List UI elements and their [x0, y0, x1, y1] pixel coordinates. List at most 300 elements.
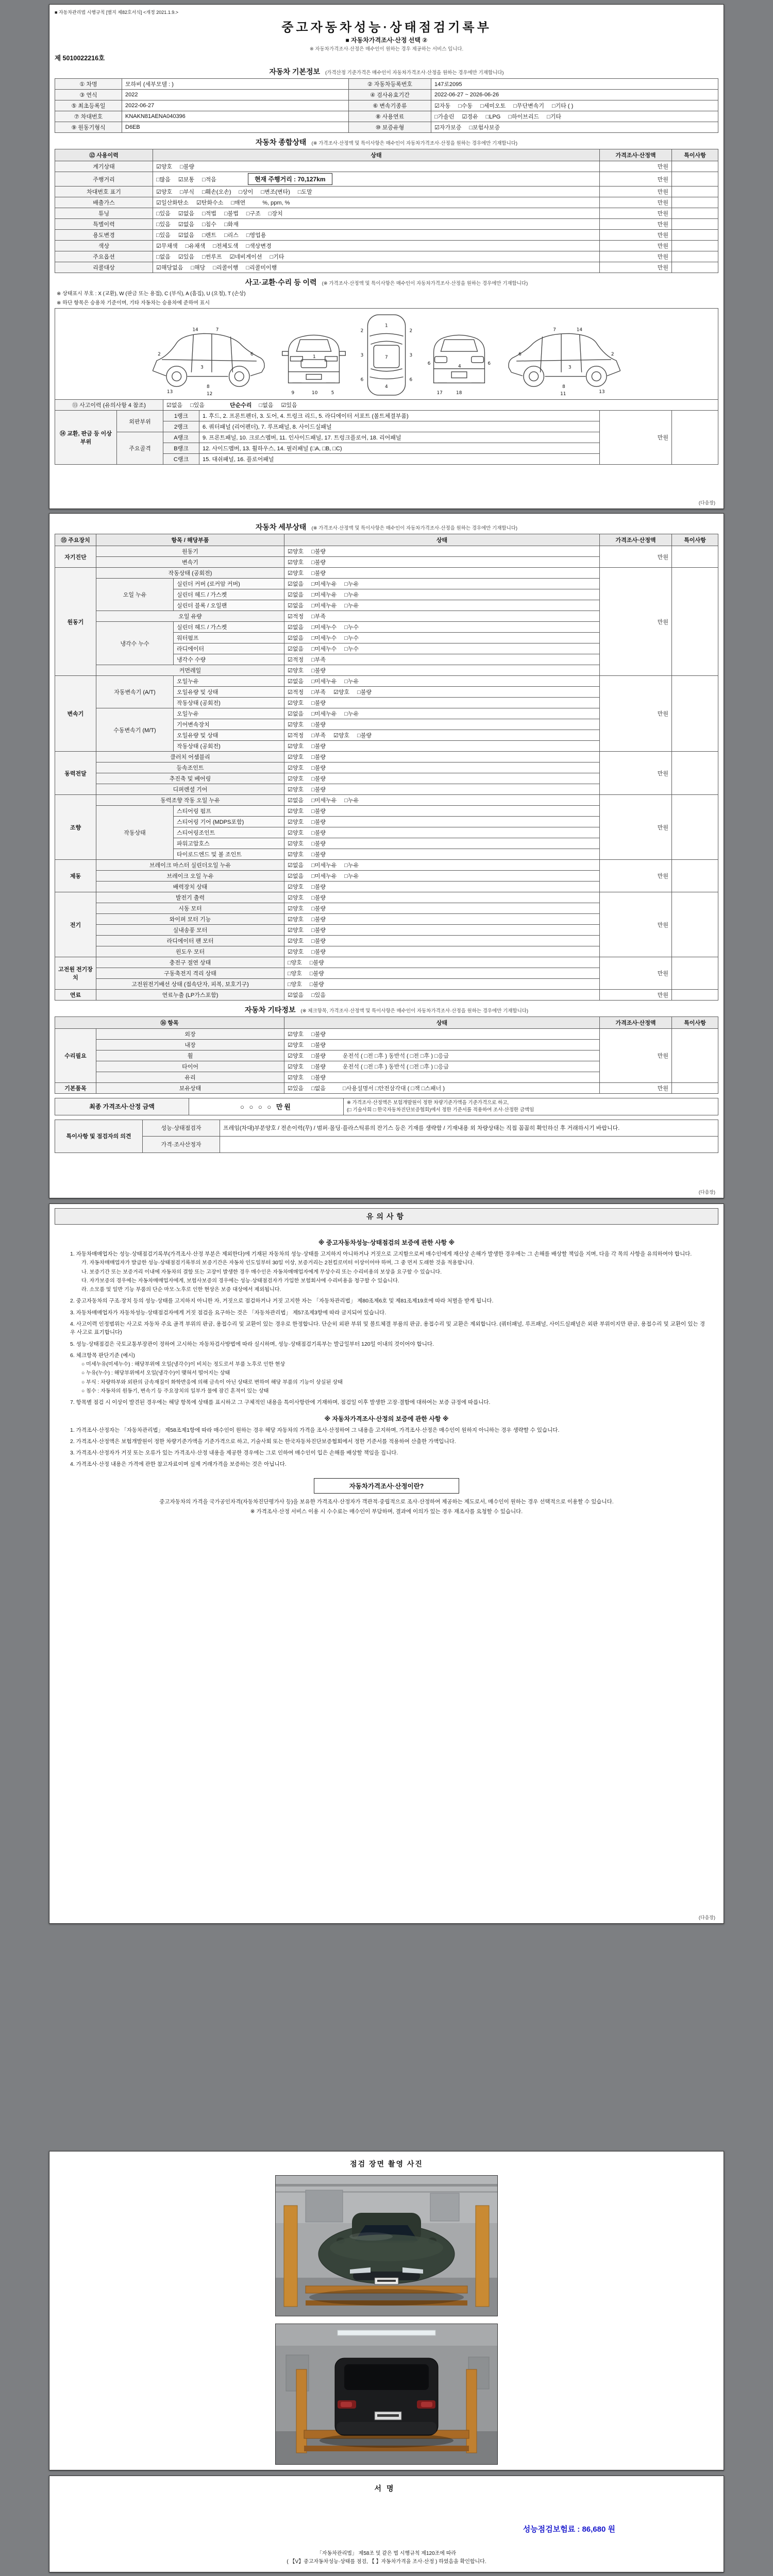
notice-text: ○ 미세누유(미세누수) : 해당부위에 오일(냉각수)이 비치는 정도로서 부품 노후로 인한 현상 — [81, 1362, 285, 1368]
state-symbol-legend: ※ 상태표시 부호 : X (교환), W (판금 또는 용접), C (부식), A (흠집), U (요철), T (손상) — [57, 291, 246, 297]
item-label: 외장 — [96, 1029, 284, 1040]
checkbox-option: ☑양호 — [288, 668, 304, 674]
next-page-label: (다음장) — [698, 1915, 715, 1920]
svg-text:5: 5 — [331, 391, 334, 396]
basic-section-note: (가격산정 기준가격은 매수인이 자동차가격조사·산정을 원하는 경우에만 기재합니다) — [325, 70, 504, 76]
item-label: 배력장치 상태 — [96, 882, 284, 892]
basic-info-row — [55, 111, 718, 122]
state-cell — [284, 611, 600, 622]
svg-text:2: 2 — [360, 328, 364, 334]
checkbox-option: □누수 — [344, 635, 359, 641]
checkbox-option: ☑없음 — [288, 679, 304, 685]
svg-text:6: 6 — [409, 377, 413, 383]
item-label: 브레이크 마스터 실린더오일 누유 — [96, 860, 284, 871]
device-group: 전기 — [55, 892, 96, 957]
checkbox-option: ☑보통 — [178, 177, 195, 183]
notice-text: 2. 중고자동차의 구조·장치 등의 성능·상태를 고지하지 아니한 자, 거짓으로 점검하거나 거짓 고지한 자는 「자동차관리법」 제80조제6호 및 제81조제19호에 따라 처벌을 받게 됩니다. — [70, 1298, 494, 1304]
checkbox-option: ☑양호 — [288, 938, 304, 944]
price-cell: 만원 — [600, 892, 672, 957]
checkbox-option: ☑양호 — [288, 884, 304, 890]
misc-section-title: 자동차 기타정보 — [244, 1006, 296, 1014]
basic-section-header — [55, 66, 718, 77]
state-cell — [284, 795, 600, 806]
checkbox-option: □부족 — [311, 733, 326, 739]
svg-text:6: 6 — [518, 351, 522, 357]
checkbox-option: □미세누유 — [311, 581, 337, 587]
checkbox-option: ☑양호 — [288, 722, 304, 728]
checkbox-option: □누유 — [344, 581, 359, 587]
svg-text:7: 7 — [553, 327, 556, 333]
summary-row — [55, 251, 718, 262]
checkbox-option: □불법 — [224, 211, 239, 217]
notice-text: 5. 성능·상태점검은 국토교통부장관이 정하여 고시하는 자동차검사방법에 따라 실시하며, 성능·상태점검기록부는 발급일부터 120일 이내의 것이어야 합니다. — [70, 1341, 434, 1347]
state-cell — [284, 773, 600, 784]
rank-parts: 9. 프론트패널, 10. 크로스멤버, 11. 인사이드패널, 17. 트렁크플로어, 18. 리어패널 — [199, 432, 600, 443]
checkbox-option: ☑없음 — [178, 222, 195, 228]
basic-info-table — [55, 78, 718, 133]
field-value — [431, 100, 718, 111]
state-cell — [284, 546, 600, 557]
item-label: 냉각수 누수 — [96, 622, 174, 665]
car-diagram-row — [55, 312, 718, 398]
signature-title: 서명 — [374, 2484, 399, 2493]
checkbox-option: ☑있음 — [178, 254, 195, 260]
note-cell — [672, 241, 718, 251]
field-label: ③ 연식 — [55, 90, 122, 100]
checkbox-option: ☑없음 — [288, 624, 304, 631]
checkbox-option: ☑양호 — [156, 189, 173, 195]
item-label: 오일 유량 — [96, 611, 284, 622]
state-cell — [284, 633, 600, 643]
svg-text:2: 2 — [611, 351, 614, 357]
price-cell: 만원 — [600, 795, 672, 860]
field-label: ⑤ 최초등록일 — [55, 100, 122, 111]
photos-title: 점검 장면 촬영 사진 — [350, 2160, 423, 2168]
summary-row — [55, 208, 718, 219]
checkbox-option: □불량 — [311, 841, 326, 847]
opinion-text-appraiser — [220, 1136, 718, 1153]
checkbox-option: □누유 — [344, 679, 359, 685]
checkbox-option: ☑적정 — [288, 657, 304, 663]
checkbox-option: ☑양호 — [288, 776, 304, 782]
opinion-text-inspector: 프레임(차대)부분양호 / 전손이력(무) / 범퍼·몰딩·플라스틱류의 잔기스 등은 기재를 생략함 / 기재내용 외 차량상태는 직접 꼼꼼히 확인하신 후 거래하시기 바랍니다. — [220, 1120, 718, 1136]
rank-parts: 6. 쿼터패널 (리어펜더), 7. 루프패널, 8. 사이드실패널 — [199, 421, 600, 432]
item-label: 리콜대상 — [55, 262, 153, 273]
checkbox-option: ☑경유 — [462, 114, 478, 120]
price-cell: 만원 — [600, 197, 672, 208]
item-label: 용도변경 — [55, 230, 153, 241]
state-cell — [284, 849, 600, 860]
checkbox-option: □색상변경 — [246, 243, 272, 249]
price-header: 가격조사·산정액 — [600, 534, 672, 546]
svg-text:6: 6 — [427, 361, 431, 366]
svg-text:2: 2 — [158, 351, 161, 357]
state-cell — [284, 600, 600, 611]
checkbox-option: ☑적정 — [288, 733, 304, 739]
checkbox-option: □불량 — [311, 1042, 326, 1048]
price-cell: 만원 — [600, 172, 672, 187]
final-price-note-line2: (□ 기술사회 □ 한국자동차진단보증협회)에서 정한 기준서를 적용하여 조사·산정한 금액임 — [347, 1107, 534, 1113]
checkbox-option: □렌트 — [202, 232, 216, 239]
field-value: 모하비 (세부모델 : ) — [122, 79, 349, 90]
state-cell — [153, 172, 600, 187]
checkbox-option: □많음 — [156, 177, 171, 183]
car-diagram-panel — [55, 308, 718, 399]
checkbox-option: □미세누유 — [311, 592, 337, 598]
rank-label: B랭크 — [163, 443, 199, 454]
checkbox-option: □불량 — [311, 884, 326, 890]
checkbox-option: □훼손(오손) — [202, 189, 231, 195]
accident-history-table — [55, 399, 718, 465]
field-value: D6EB — [122, 122, 349, 133]
sheet-signature — [49, 2476, 724, 2572]
checkbox-option: □양호 — [288, 960, 302, 966]
checkbox-option: □불량 — [311, 949, 326, 955]
subitem-label: 실린더 블록 / 오일팬 — [174, 600, 284, 611]
checkbox-option: □누유 — [344, 862, 359, 869]
checkbox-option: □부식 — [180, 189, 195, 195]
summary-row — [55, 262, 718, 273]
field-value — [431, 111, 718, 122]
summary-row — [55, 187, 718, 197]
opinion-who-appraiser: 가격·조사산정자 — [143, 1136, 220, 1153]
device-group: 제동 — [55, 860, 96, 892]
price-cell: 만원 — [600, 546, 672, 568]
checkbox-option: □미세누유 — [311, 711, 337, 717]
basic-info-row — [55, 122, 718, 133]
subitem-label: 오일유량 및 상태 — [174, 730, 284, 741]
svg-text:6: 6 — [488, 361, 491, 366]
svg-text:10: 10 — [312, 391, 318, 396]
price-cell: 만원 — [600, 676, 672, 752]
device-row — [55, 860, 718, 871]
subitem-label: 냉각수 수량 — [174, 654, 284, 665]
state-cell — [284, 1083, 600, 1094]
checkbox-option: □리스 — [224, 232, 239, 239]
subitem-label: 실린더 커버 (로커암 커버) — [174, 579, 284, 589]
checkbox-option: □불량 — [311, 808, 326, 815]
checkbox-option: □미세누유 — [311, 603, 337, 609]
item-label: 주요옵션 — [55, 251, 153, 262]
price-cell: 만원 — [600, 251, 672, 262]
accident-history-state — [163, 400, 718, 411]
item-label: 발전기 출력 — [96, 892, 284, 903]
inspection-photo-front — [275, 2175, 498, 2316]
item-label: 작동상태 — [96, 806, 174, 860]
rank-label: C랭크 — [163, 454, 199, 465]
item-label: 계기상태 — [55, 161, 153, 172]
checkbox-option: □누유 — [344, 603, 359, 609]
price-cell: 만원 — [600, 161, 672, 172]
note-cell — [672, 251, 718, 262]
checkbox-option: ☑없음 — [288, 873, 304, 879]
price-cell: 만원 — [600, 752, 672, 795]
checkbox-option: ☑없음 — [288, 711, 304, 717]
accident-section-header — [55, 277, 718, 287]
subitem-label: 오일유량 및 상태 — [174, 687, 284, 698]
checkbox-option: □리콜미이행 — [246, 265, 277, 271]
notice-text: 3. 자동차매매업자가 자동차성능·상태점검자에게 거짓 점검을 요구하는 것은 「자동차관리법」 제57조제3항에 따라 금지되어 있습니다. — [70, 1309, 386, 1316]
checkbox-option: □있음 — [190, 402, 205, 409]
checkbox-option: □누유 — [344, 711, 359, 717]
checkbox-option: □불량 — [311, 852, 326, 858]
checkbox-option: ☑양호 — [288, 819, 304, 825]
subitem-label: 오일누유 — [174, 676, 284, 687]
checkbox-option: □있음 — [156, 232, 171, 239]
next-page-label: (다음장) — [698, 500, 715, 505]
checkbox-option: □수동 — [458, 103, 473, 109]
svg-text:9: 9 — [291, 391, 295, 396]
item-label: 구동축전지 격리 상태 — [96, 968, 284, 979]
svg-text:11: 11 — [560, 392, 566, 397]
price-option-label: ■ 자동차가격조사·산정 선택 ② — [345, 37, 428, 44]
checkbox-option: □기타 ( ) — [551, 103, 574, 109]
sheet-notice — [49, 1204, 724, 1924]
checkbox-option: □유채색 — [185, 243, 206, 249]
svg-text:17: 17 — [436, 391, 443, 396]
state-cell — [284, 698, 600, 708]
checkbox-option: □가솔린 — [434, 114, 455, 120]
checkbox-option: □누유 — [344, 798, 359, 804]
notice-text: 다. 자가보증의 경우에는 자동차매매업자에게, 보험사보증의 경우에는 성능·상태점검자가 가입한 보험회사에 수리비용을 청구할 수 있습니다. — [81, 1278, 399, 1284]
device-row — [55, 752, 718, 762]
checkbox-option: ☑있음 — [281, 402, 297, 409]
checkbox-option: □상이 — [239, 189, 254, 195]
checkbox-option: ☑양호 — [156, 164, 173, 170]
state-cell — [284, 936, 600, 946]
rank-label: 2랭크 — [163, 421, 199, 432]
checkbox-option: □미세누수 — [311, 646, 337, 652]
price-cell: 만원 — [600, 990, 672, 1001]
note-cell — [672, 172, 718, 187]
checkbox-option: □불량 — [311, 549, 326, 555]
note-cell — [672, 892, 718, 957]
state-cell — [284, 719, 600, 730]
subitem-label: 오일누유 — [174, 708, 284, 719]
state-cell — [284, 892, 600, 903]
checkbox-option: □부족 — [311, 614, 326, 620]
checkbox-option: ☑해당없음 — [156, 265, 183, 271]
simple-repair-label: 단순수리 — [230, 402, 252, 409]
state-cell — [284, 1029, 600, 1040]
car-diagram-rear — [423, 312, 495, 398]
checkbox-option: □없음 — [259, 402, 274, 409]
note-cell — [672, 990, 718, 1001]
note-cell — [672, 795, 718, 860]
item-label: 색상 — [55, 241, 153, 251]
state-cell — [284, 557, 600, 568]
state-header: 상태 — [284, 1017, 600, 1029]
svg-text:13: 13 — [599, 389, 605, 395]
state-cell — [284, 903, 600, 914]
item-label: 오일 누유 — [96, 579, 174, 611]
rank-parts: 1. 후드, 2. 프론트펜더, 3. 도어, 4. 트렁크 리드, 5. 라디에이터 서포트 (볼트체결부품) — [199, 411, 600, 421]
item-label: 디퍼렌셜 기어 — [96, 784, 284, 795]
state-extra: □사용설명서 □안전삼각대 ( □잭 □스패너 ) — [343, 1086, 445, 1092]
rank-row — [55, 411, 718, 421]
checkbox-option: □양호 — [288, 981, 302, 988]
svg-text:2: 2 — [409, 328, 413, 334]
state-cell — [284, 1040, 600, 1050]
subitem-label: 기어변속장치 — [174, 719, 284, 730]
checkbox-option: □세미오토 — [480, 103, 506, 109]
device-group: 동력전달 — [55, 752, 96, 795]
law-reference-line2: ( 【V】중고자동차성능·상태를 점검, 【 】자동차가격을 조사·산정 ) 하였음을 확인합니다. — [287, 2559, 486, 2565]
notice-text: 3. 가격조사·산정자가 거짓 또는 오류가 있는 가격조사·산정 내용을 제공한 경우에는 그로 인하여 매수인이 입은 손해를 배상할 책임을 집니다. — [70, 1450, 398, 1456]
notice-text: ※ 중고자동차성능·상태점검의 보증에 관한 사항 ※ — [318, 1239, 455, 1246]
state-cell — [284, 925, 600, 936]
checkbox-option: □리콜이행 — [213, 265, 239, 271]
summary-section-header — [55, 137, 718, 147]
panel-group-label: 주요골격 — [117, 432, 163, 465]
field-value: 2022-06-27 ~ 2026-06-26 — [431, 90, 718, 100]
subitem-label: 파워고압호스 — [174, 838, 284, 849]
sheet-basic — [49, 4, 724, 509]
checkbox-option: ☑양호 — [288, 743, 304, 750]
checkbox-option: □불량 — [311, 754, 326, 760]
checkbox-option: ☑양호 — [288, 1042, 304, 1048]
checkbox-option: □전체도색 — [213, 243, 239, 249]
note-cell — [672, 219, 718, 230]
field-label: ⑦ 차대번호 — [55, 111, 122, 122]
field-label: ⑧ 사용연료 — [349, 111, 431, 122]
price-cell: 만원 — [600, 187, 672, 197]
state-cell — [284, 665, 600, 676]
price-cell: 만원 — [600, 1083, 672, 1094]
checkbox-option: □기타 — [547, 114, 561, 120]
note-cell — [672, 1083, 718, 1094]
document-number: 제 5010022216호 — [55, 55, 105, 62]
checkbox-option: ☑양호 — [288, 1075, 304, 1081]
checkbox-option: ☑양호 — [288, 841, 304, 847]
notes-header: 특이사항 — [672, 149, 718, 161]
price-option-note: ※ 자동차가격조사·산정은 매수인이 원하는 경우 제공하는 서비스 입니다. — [309, 46, 464, 52]
checkbox-option: ☑양호 — [288, 570, 304, 577]
checkbox-option: □보험사보증 — [469, 125, 500, 131]
field-label: ⑩ 보증유형 — [349, 122, 431, 133]
checkbox-option: ☑있음 — [288, 1086, 304, 1092]
checkbox-option: ☑양호 — [288, 765, 304, 771]
item-label: 동력조향 작동 오일 누유 — [96, 795, 284, 806]
subitem-label: 라디에이터 — [174, 643, 284, 654]
svg-text:14: 14 — [576, 327, 583, 333]
field-value: 2022 — [122, 90, 349, 100]
notice-text: ○ 누유(누수) : 해당부위에서 오일(냉각수)이 맺혀서 떨어지는 상태 — [81, 1370, 230, 1377]
checkbox-option: □적음 — [202, 177, 216, 183]
detail-table — [55, 534, 718, 1001]
state-cell — [153, 230, 600, 241]
state-cell — [284, 676, 600, 687]
state-cell — [284, 589, 600, 600]
checkbox-option: ☑자가보증 — [434, 125, 462, 131]
price-cell: 만원 — [600, 1029, 672, 1083]
panel-group-label: 외판부위 — [117, 411, 163, 432]
svg-text:18: 18 — [456, 391, 462, 396]
final-price-table — [55, 1098, 718, 1115]
final-price-note — [344, 1098, 718, 1115]
state-cell — [153, 208, 600, 219]
subitem-label: 스티어링 기어 (MDPS포함) — [174, 817, 284, 827]
checkbox-option: ☑없음 — [288, 862, 304, 869]
svg-text:1: 1 — [313, 354, 316, 360]
item-label: 라디에이터 팬 모터 — [96, 936, 284, 946]
notice-text: 6. 체크항목 판단기준 (예시) — [70, 1352, 135, 1359]
device-row — [55, 957, 718, 968]
checkbox-option: □불량 — [357, 689, 372, 696]
notice-text: 4. 가격조사·산정 내용은 가격에 관한 참고자료이며 실제 거래가격을 보증하는 것은 아닙니다. — [70, 1461, 287, 1468]
state-extra: 운전석 ( □전 □후 ) 동반석 ( □전 □후 ) □응급 — [343, 1064, 449, 1070]
device-row — [55, 795, 718, 806]
misc-item-header: ⑯ 항목 — [55, 1017, 284, 1029]
state-cell — [284, 579, 600, 589]
checkbox-option: ☑양호 — [288, 906, 304, 912]
final-price-label: 최종 가격조사·산정 금액 — [55, 1098, 189, 1115]
checkbox-option: □불량 — [311, 819, 326, 825]
state-extra: 운전석 ( □전 □후 ) 동반석 ( □전 □후 ) □응급 — [343, 1053, 449, 1059]
notice-text: 가. 자동차매매업자가 발급한 성능·상태점검기록부의 보증기간은 자동차 인도일부터 30일 이상, 보증거리는 2천킬로미터 이상이어야 하며, 그 중 먼저 도래한 것을 적용합니다. — [81, 1260, 474, 1266]
state-cell — [284, 708, 600, 719]
svg-text:3: 3 — [568, 365, 572, 370]
price-header: 가격조사·산정액 — [600, 1017, 672, 1029]
svg-text:1: 1 — [385, 323, 388, 329]
car-diagram-top — [358, 312, 415, 398]
state-cell — [284, 860, 600, 871]
state-cell — [284, 957, 600, 968]
note-cell — [672, 860, 718, 892]
device-group: 수리필요 — [55, 1029, 96, 1083]
checkbox-option: ☑양호 — [288, 852, 304, 858]
item-label: 커먼레일 — [96, 665, 284, 676]
summary-row — [55, 219, 718, 230]
field-value: 2022-06-27 — [122, 100, 349, 111]
checkbox-option: □불량 — [311, 700, 326, 706]
device-row — [55, 676, 718, 687]
field-value: 147로2095 — [431, 79, 718, 90]
opinion-label: 특이사항 및 점검자의 의견 — [55, 1120, 143, 1153]
state-cell — [153, 187, 600, 197]
device-group: 자기진단 — [55, 546, 96, 568]
device-group-header: ⑮ 주요장치 — [55, 534, 96, 546]
notice-text: 2. 가격조사·산정액은 보험개발원이 정한 차량기준가액을 기준가격으로 하고, 기술사회 또는 한국자동차진단보증협회에서 정한 기준서를 적용하여 산출한 가액입니다. — [70, 1438, 456, 1445]
checkbox-option: □불량 — [311, 906, 326, 912]
checkbox-option: □불량 — [311, 776, 326, 782]
checkbox-option: □장치 — [268, 211, 283, 217]
notice-text: 7. 항목별 점검 시 이상이 발견된 경우에는 해당 항목에 상태를 표시하고 그 구체적인 내용을 특이사항란에 기재하며, 점검일 이후 발생한 고장·결함에 대하여는 보증 규정에 따릅니다. — [70, 1399, 491, 1406]
note-cell — [672, 197, 718, 208]
rank-parts: 15. 대쉬패널, 16. 플로어패널 — [199, 454, 600, 465]
summary-table — [55, 149, 718, 273]
state-cell — [284, 979, 600, 990]
misc-table — [55, 1016, 718, 1094]
state-extra: %, ppm, % — [262, 200, 290, 206]
field-value: KNAKN81AENA040396 — [122, 111, 349, 122]
checkbox-option: ☑없음 — [288, 635, 304, 641]
state-cell — [284, 968, 600, 979]
passenger-car-legend: ※ 하단 항목은 승용차 기준이며, 기타 자동차는 승용차에 준하여 표시 — [57, 300, 210, 306]
checkbox-option: □화재 — [224, 222, 239, 228]
final-price-note-line1: ※ 가격조사·산정액은 보험개발원이 정한 차량기준가액을 기준가격으로 하고, — [347, 1100, 509, 1106]
item-label: 등속조인트 — [96, 762, 284, 773]
checkbox-option: □미세누유 — [311, 862, 337, 869]
checkbox-option: □불량 — [311, 1064, 326, 1070]
svg-text:4: 4 — [385, 384, 388, 390]
svg-text:4: 4 — [458, 364, 461, 369]
checkbox-option: □있음 — [156, 211, 171, 217]
checkbox-option: □LPG — [485, 114, 501, 120]
checkbox-option: □미세누수 — [311, 635, 337, 641]
summary-section-title: 자동차 종합상태 — [255, 138, 307, 146]
item-label: 수동변속기 (M/T) — [96, 708, 174, 752]
